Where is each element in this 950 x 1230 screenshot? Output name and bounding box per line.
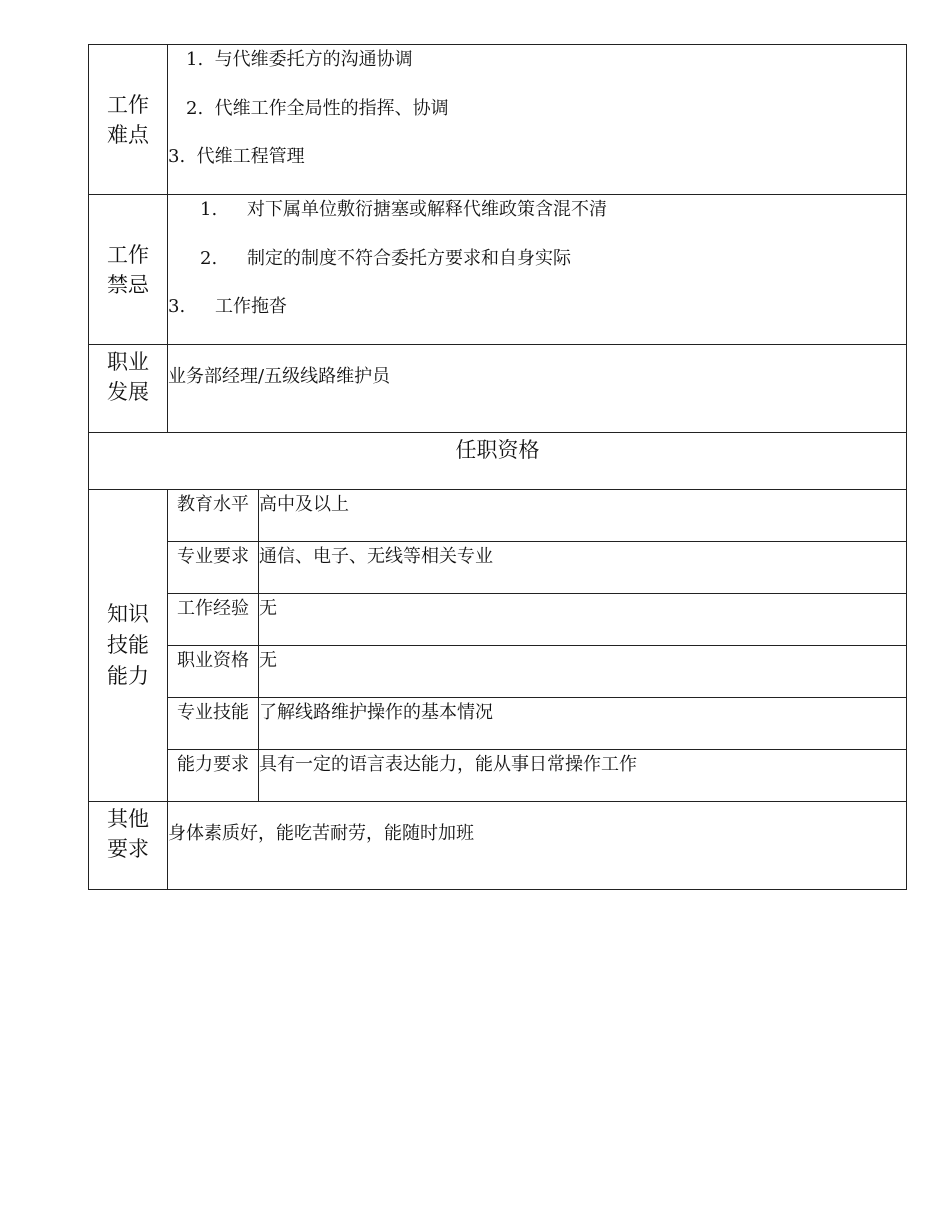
list-number: 3. — [168, 296, 186, 317]
knowledge-row-1 — [89, 490, 907, 542]
other-label — [89, 802, 168, 890]
other-label-line2: 要求 — [107, 837, 149, 861]
career-label-line1: 职业 — [107, 350, 149, 374]
requirement-key: 能力要求 — [168, 750, 259, 802]
list-number: 1. — [186, 49, 204, 70]
requirement-key: 教育水平 — [168, 490, 259, 542]
difficulty-label — [89, 45, 168, 195]
knowledge-row-3 — [89, 594, 907, 646]
difficulty-item-1 — [186, 49, 413, 71]
knowledge-label-line3: 能力 — [107, 664, 149, 688]
knowledge-row-6 — [89, 750, 907, 802]
career-label-line2: 发展 — [107, 380, 149, 404]
list-text: 与代维委托方的沟通协调 — [214, 49, 413, 70]
requirement-key: 工作经验 — [168, 594, 259, 646]
requirement-value: 高中及以上 — [259, 490, 907, 542]
requirement-key: 专业要求 — [168, 542, 259, 594]
job-description-table — [88, 44, 906, 890]
taboo-label — [89, 195, 168, 345]
requirement-value: 无 — [259, 594, 907, 646]
other-requirement-text: 身体素质好，能吃苦耐劳，能随时加班 — [168, 823, 474, 844]
career-path-text: 业务部经理/五级线路维护员 — [168, 366, 391, 387]
list-text: 代维工程管理 — [196, 146, 305, 167]
list-number: 3. — [168, 146, 186, 167]
requirement-value: 具有一定的语言表达能力，能从事日常操作工作 — [259, 750, 907, 802]
requirement-key: 职业资格 — [168, 646, 259, 698]
qualification-title: 任职资格 — [89, 433, 907, 490]
taboo-label-line1: 工作 — [107, 242, 149, 267]
knowledge-label-line2: 技能 — [107, 633, 149, 657]
other-content — [168, 802, 907, 890]
other-label-line1: 其他 — [107, 807, 149, 831]
taboo-content — [168, 195, 907, 345]
difficulty-label-line2: 难点 — [107, 122, 149, 147]
list-number: 2. — [186, 98, 204, 119]
requirement-key: 专业技能 — [168, 698, 259, 750]
knowledge-row-5 — [89, 698, 907, 750]
list-text: 工作拖沓 — [215, 296, 287, 317]
career-row — [89, 345, 907, 433]
difficulty-item-3 — [168, 146, 305, 168]
taboo-item-3 — [168, 296, 287, 318]
taboo-label-line2: 禁忌 — [107, 272, 149, 297]
list-text: 对下属单位敷衍搪塞或解释代维政策含混不清 — [247, 199, 607, 220]
taboo-item-1 — [200, 199, 607, 221]
other-row — [89, 802, 907, 890]
requirement-value: 通信、电子、无线等相关专业 — [259, 542, 907, 594]
knowledge-row-4 — [89, 646, 907, 698]
difficulty-label-line1: 工作 — [107, 92, 149, 117]
list-number: 1. — [200, 199, 218, 220]
taboo-row — [89, 195, 907, 345]
career-label — [89, 345, 168, 433]
knowledge-row-2 — [89, 542, 907, 594]
difficulty-row — [89, 45, 907, 195]
requirement-value: 无 — [259, 646, 907, 698]
knowledge-label — [89, 490, 168, 802]
career-content — [168, 345, 907, 433]
list-text: 代维工作全局性的指挥、协调 — [214, 98, 449, 119]
qualification-header-row — [89, 433, 907, 490]
difficulty-item-2 — [186, 98, 449, 120]
taboo-item-2 — [200, 248, 571, 270]
list-text: 制定的制度不符合委托方要求和自身实际 — [247, 248, 571, 269]
knowledge-label-line1: 知识 — [107, 602, 149, 626]
difficulty-content — [168, 45, 907, 195]
list-number: 2. — [200, 248, 218, 269]
requirement-value: 了解线路维护操作的基本情况 — [259, 698, 907, 750]
